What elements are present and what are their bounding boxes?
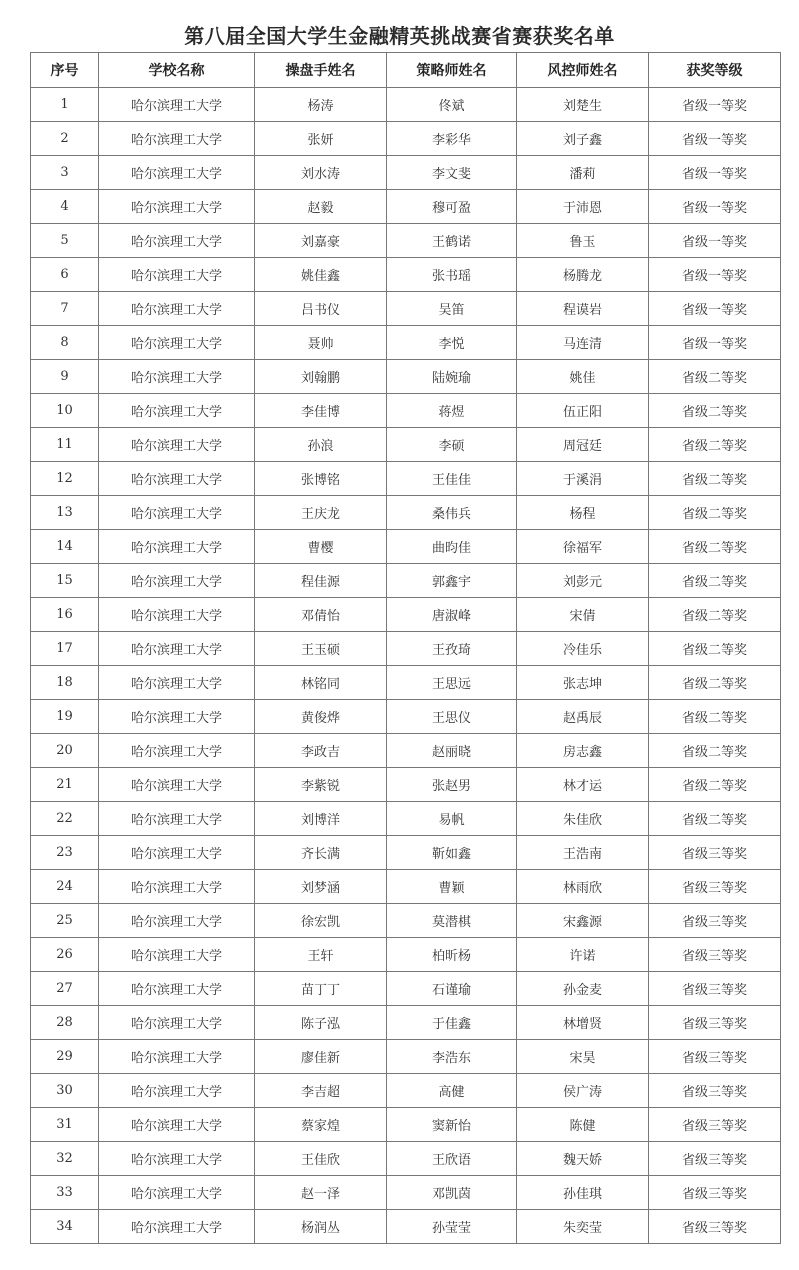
cell-award-level: 省级二等奖 xyxy=(649,734,781,768)
cell-serial-number: 25 xyxy=(31,904,99,938)
cell-trader-name: 王轩 xyxy=(255,938,387,972)
cell-serial-number: 3 xyxy=(31,156,99,190)
cell-strategist-name: 佟斌 xyxy=(387,88,517,122)
awards-table xyxy=(30,52,781,1244)
table-row xyxy=(31,836,781,870)
cell-trader-name: 徐宏凯 xyxy=(255,904,387,938)
cell-serial-number: 22 xyxy=(31,802,99,836)
cell-school-name: 哈尔滨理工大学 xyxy=(99,768,255,802)
cell-serial-number: 18 xyxy=(31,666,99,700)
cell-serial-number: 14 xyxy=(31,530,99,564)
header-risk-controller-name: 风控师姓名 xyxy=(517,53,649,88)
cell-strategist-name: 柏昕杨 xyxy=(387,938,517,972)
cell-award-level: 省级一等奖 xyxy=(649,190,781,224)
table-row xyxy=(31,802,781,836)
table-row xyxy=(31,1108,781,1142)
cell-school-name: 哈尔滨理工大学 xyxy=(99,156,255,190)
table-row xyxy=(31,938,781,972)
cell-award-level: 省级三等奖 xyxy=(649,1210,781,1244)
cell-trader-name: 李紫锐 xyxy=(255,768,387,802)
table-row xyxy=(31,258,781,292)
cell-award-level: 省级一等奖 xyxy=(649,156,781,190)
table-row xyxy=(31,156,781,190)
cell-serial-number: 27 xyxy=(31,972,99,1006)
cell-school-name: 哈尔滨理工大学 xyxy=(99,836,255,870)
table-row xyxy=(31,496,781,530)
cell-award-level: 省级二等奖 xyxy=(649,496,781,530)
cell-award-level: 省级二等奖 xyxy=(649,666,781,700)
cell-trader-name: 杨润丛 xyxy=(255,1210,387,1244)
cell-school-name: 哈尔滨理工大学 xyxy=(99,258,255,292)
cell-risk-controller-name: 杨腾龙 xyxy=(517,258,649,292)
cell-strategist-name: 吴笛 xyxy=(387,292,517,326)
table-row xyxy=(31,904,781,938)
cell-serial-number: 16 xyxy=(31,598,99,632)
cell-strategist-name: 靳如鑫 xyxy=(387,836,517,870)
cell-risk-controller-name: 侯广涛 xyxy=(517,1074,649,1108)
cell-strategist-name: 陆婉瑜 xyxy=(387,360,517,394)
cell-trader-name: 李佳博 xyxy=(255,394,387,428)
cell-award-level: 省级二等奖 xyxy=(649,768,781,802)
cell-risk-controller-name: 赵禹辰 xyxy=(517,700,649,734)
cell-serial-number: 6 xyxy=(31,258,99,292)
cell-strategist-name: 孙莹莹 xyxy=(387,1210,517,1244)
cell-school-name: 哈尔滨理工大学 xyxy=(99,666,255,700)
table-row xyxy=(31,360,781,394)
cell-award-level: 省级三等奖 xyxy=(649,938,781,972)
cell-strategist-name: 王欣语 xyxy=(387,1142,517,1176)
cell-risk-controller-name: 魏天娇 xyxy=(517,1142,649,1176)
cell-trader-name: 李吉超 xyxy=(255,1074,387,1108)
cell-award-level: 省级二等奖 xyxy=(649,802,781,836)
table-row xyxy=(31,632,781,666)
table-row xyxy=(31,1210,781,1244)
cell-risk-controller-name: 张志坤 xyxy=(517,666,649,700)
cell-risk-controller-name: 于溪涓 xyxy=(517,462,649,496)
cell-trader-name: 蔡家煌 xyxy=(255,1108,387,1142)
cell-serial-number: 26 xyxy=(31,938,99,972)
cell-school-name: 哈尔滨理工大学 xyxy=(99,360,255,394)
table-row xyxy=(31,224,781,258)
cell-trader-name: 陈子泓 xyxy=(255,1006,387,1040)
table-header-row xyxy=(31,53,781,88)
cell-serial-number: 20 xyxy=(31,734,99,768)
table-row xyxy=(31,700,781,734)
cell-risk-controller-name: 徐福军 xyxy=(517,530,649,564)
cell-award-level: 省级三等奖 xyxy=(649,836,781,870)
cell-school-name: 哈尔滨理工大学 xyxy=(99,1108,255,1142)
cell-serial-number: 9 xyxy=(31,360,99,394)
cell-risk-controller-name: 杨程 xyxy=(517,496,649,530)
cell-risk-controller-name: 许诺 xyxy=(517,938,649,972)
cell-award-level: 省级二等奖 xyxy=(649,700,781,734)
cell-school-name: 哈尔滨理工大学 xyxy=(99,972,255,1006)
cell-award-level: 省级三等奖 xyxy=(649,1006,781,1040)
cell-risk-controller-name: 潘莉 xyxy=(517,156,649,190)
cell-serial-number: 31 xyxy=(31,1108,99,1142)
cell-serial-number: 7 xyxy=(31,292,99,326)
cell-trader-name: 张妍 xyxy=(255,122,387,156)
cell-school-name: 哈尔滨理工大学 xyxy=(99,496,255,530)
cell-serial-number: 2 xyxy=(31,122,99,156)
cell-trader-name: 吕书仪 xyxy=(255,292,387,326)
cell-award-level: 省级三等奖 xyxy=(649,870,781,904)
cell-trader-name: 黄俊烨 xyxy=(255,700,387,734)
cell-strategist-name: 王孜琦 xyxy=(387,632,517,666)
cell-trader-name: 刘嘉豪 xyxy=(255,224,387,258)
cell-strategist-name: 王思仪 xyxy=(387,700,517,734)
cell-risk-controller-name: 于沛恩 xyxy=(517,190,649,224)
cell-trader-name: 王佳欣 xyxy=(255,1142,387,1176)
cell-strategist-name: 张书瑶 xyxy=(387,258,517,292)
cell-school-name: 哈尔滨理工大学 xyxy=(99,462,255,496)
cell-risk-controller-name: 刘子鑫 xyxy=(517,122,649,156)
cell-award-level: 省级一等奖 xyxy=(649,122,781,156)
cell-school-name: 哈尔滨理工大学 xyxy=(99,530,255,564)
table-row xyxy=(31,870,781,904)
header-trader-name: 操盘手姓名 xyxy=(255,53,387,88)
cell-risk-controller-name: 孙金麦 xyxy=(517,972,649,1006)
cell-strategist-name: 莫潜棋 xyxy=(387,904,517,938)
cell-school-name: 哈尔滨理工大学 xyxy=(99,326,255,360)
cell-award-level: 省级二等奖 xyxy=(649,462,781,496)
cell-school-name: 哈尔滨理工大学 xyxy=(99,1074,255,1108)
cell-school-name: 哈尔滨理工大学 xyxy=(99,700,255,734)
cell-risk-controller-name: 房志鑫 xyxy=(517,734,649,768)
cell-trader-name: 赵一泽 xyxy=(255,1176,387,1210)
cell-strategist-name: 邓凯茵 xyxy=(387,1176,517,1210)
table-row xyxy=(31,394,781,428)
cell-award-level: 省级三等奖 xyxy=(649,1176,781,1210)
table-row xyxy=(31,1074,781,1108)
cell-risk-controller-name: 周冠廷 xyxy=(517,428,649,462)
document-title: 第八届全国大学生金融精英挑战赛省赛获奖名单 xyxy=(184,24,615,48)
cell-trader-name: 刘梦涵 xyxy=(255,870,387,904)
cell-strategist-name: 曲昀佳 xyxy=(387,530,517,564)
cell-strategist-name: 王佳佳 xyxy=(387,462,517,496)
table-row xyxy=(31,462,781,496)
cell-trader-name: 王庆龙 xyxy=(255,496,387,530)
cell-serial-number: 13 xyxy=(31,496,99,530)
cell-strategist-name: 高健 xyxy=(387,1074,517,1108)
cell-trader-name: 齐长满 xyxy=(255,836,387,870)
cell-risk-controller-name: 姚佳 xyxy=(517,360,649,394)
header-strategist-name: 策略师姓名 xyxy=(387,53,517,88)
header-award-level: 获奖等级 xyxy=(649,53,781,88)
cell-risk-controller-name: 王浩南 xyxy=(517,836,649,870)
cell-award-level: 省级三等奖 xyxy=(649,972,781,1006)
cell-trader-name: 刘翰鹏 xyxy=(255,360,387,394)
cell-award-level: 省级二等奖 xyxy=(649,530,781,564)
cell-school-name: 哈尔滨理工大学 xyxy=(99,122,255,156)
cell-strategist-name: 曹颖 xyxy=(387,870,517,904)
cell-strategist-name: 穆可盈 xyxy=(387,190,517,224)
cell-trader-name: 李政吉 xyxy=(255,734,387,768)
table-row xyxy=(31,734,781,768)
cell-risk-controller-name: 鲁玉 xyxy=(517,224,649,258)
table-row xyxy=(31,1040,781,1074)
cell-school-name: 哈尔滨理工大学 xyxy=(99,190,255,224)
cell-strategist-name: 李悦 xyxy=(387,326,517,360)
table-row xyxy=(31,1176,781,1210)
cell-award-level: 省级一等奖 xyxy=(649,292,781,326)
cell-award-level: 省级一等奖 xyxy=(649,326,781,360)
table-row xyxy=(31,122,781,156)
cell-serial-number: 33 xyxy=(31,1176,99,1210)
table-row xyxy=(31,292,781,326)
cell-school-name: 哈尔滨理工大学 xyxy=(99,598,255,632)
cell-trader-name: 邓倩怡 xyxy=(255,598,387,632)
cell-school-name: 哈尔滨理工大学 xyxy=(99,1040,255,1074)
cell-risk-controller-name: 朱佳欣 xyxy=(517,802,649,836)
cell-award-level: 省级二等奖 xyxy=(649,564,781,598)
table-row xyxy=(31,564,781,598)
header-school-name: 学校名称 xyxy=(99,53,255,88)
table-row xyxy=(31,768,781,802)
cell-award-level: 省级一等奖 xyxy=(649,258,781,292)
cell-strategist-name: 易帆 xyxy=(387,802,517,836)
cell-risk-controller-name: 孙佳琪 xyxy=(517,1176,649,1210)
cell-risk-controller-name: 宋昊 xyxy=(517,1040,649,1074)
table-row xyxy=(31,190,781,224)
cell-trader-name: 姚佳鑫 xyxy=(255,258,387,292)
cell-risk-controller-name: 宋倩 xyxy=(517,598,649,632)
table-row xyxy=(31,1142,781,1176)
table-row xyxy=(31,88,781,122)
cell-award-level: 省级二等奖 xyxy=(649,394,781,428)
cell-award-level: 省级三等奖 xyxy=(649,1108,781,1142)
cell-risk-controller-name: 刘楚生 xyxy=(517,88,649,122)
cell-school-name: 哈尔滨理工大学 xyxy=(99,88,255,122)
cell-school-name: 哈尔滨理工大学 xyxy=(99,292,255,326)
cell-risk-controller-name: 伍正阳 xyxy=(517,394,649,428)
cell-school-name: 哈尔滨理工大学 xyxy=(99,802,255,836)
cell-award-level: 省级一等奖 xyxy=(649,88,781,122)
cell-serial-number: 1 xyxy=(31,88,99,122)
cell-strategist-name: 张赵男 xyxy=(387,768,517,802)
cell-school-name: 哈尔滨理工大学 xyxy=(99,904,255,938)
cell-serial-number: 8 xyxy=(31,326,99,360)
cell-award-level: 省级二等奖 xyxy=(649,598,781,632)
cell-risk-controller-name: 林才运 xyxy=(517,768,649,802)
awards-table-body xyxy=(31,88,781,1244)
cell-trader-name: 张博铭 xyxy=(255,462,387,496)
table-row xyxy=(31,530,781,564)
cell-award-level: 省级三等奖 xyxy=(649,1074,781,1108)
cell-strategist-name: 李浩东 xyxy=(387,1040,517,1074)
cell-strategist-name: 王鹤诺 xyxy=(387,224,517,258)
cell-trader-name: 赵毅 xyxy=(255,190,387,224)
cell-risk-controller-name: 林增贤 xyxy=(517,1006,649,1040)
cell-strategist-name: 郭鑫宇 xyxy=(387,564,517,598)
cell-school-name: 哈尔滨理工大学 xyxy=(99,632,255,666)
cell-serial-number: 17 xyxy=(31,632,99,666)
header-serial-number: 序号 xyxy=(31,53,99,88)
cell-serial-number: 23 xyxy=(31,836,99,870)
table-row xyxy=(31,428,781,462)
cell-school-name: 哈尔滨理工大学 xyxy=(99,938,255,972)
cell-strategist-name: 赵丽晓 xyxy=(387,734,517,768)
cell-trader-name: 聂帅 xyxy=(255,326,387,360)
cell-trader-name: 廖佳新 xyxy=(255,1040,387,1074)
cell-school-name: 哈尔滨理工大学 xyxy=(99,734,255,768)
cell-trader-name: 孙浪 xyxy=(255,428,387,462)
cell-serial-number: 34 xyxy=(31,1210,99,1244)
cell-serial-number: 29 xyxy=(31,1040,99,1074)
cell-serial-number: 12 xyxy=(31,462,99,496)
cell-trader-name: 杨涛 xyxy=(255,88,387,122)
cell-risk-controller-name: 朱奕莹 xyxy=(517,1210,649,1244)
cell-serial-number: 24 xyxy=(31,870,99,904)
table-row xyxy=(31,326,781,360)
cell-strategist-name: 李文斐 xyxy=(387,156,517,190)
cell-school-name: 哈尔滨理工大学 xyxy=(99,224,255,258)
cell-school-name: 哈尔滨理工大学 xyxy=(99,1210,255,1244)
cell-trader-name: 王玉硕 xyxy=(255,632,387,666)
cell-strategist-name: 唐淑峰 xyxy=(387,598,517,632)
cell-strategist-name: 桑伟兵 xyxy=(387,496,517,530)
cell-trader-name: 林铭同 xyxy=(255,666,387,700)
cell-school-name: 哈尔滨理工大学 xyxy=(99,428,255,462)
cell-award-level: 省级三等奖 xyxy=(649,904,781,938)
cell-risk-controller-name: 程谟岩 xyxy=(517,292,649,326)
cell-risk-controller-name: 林雨欣 xyxy=(517,870,649,904)
cell-award-level: 省级三等奖 xyxy=(649,1142,781,1176)
table-row xyxy=(31,666,781,700)
cell-trader-name: 曹樱 xyxy=(255,530,387,564)
cell-school-name: 哈尔滨理工大学 xyxy=(99,1142,255,1176)
cell-strategist-name: 蒋煜 xyxy=(387,394,517,428)
cell-award-level: 省级二等奖 xyxy=(649,632,781,666)
table-row xyxy=(31,972,781,1006)
cell-award-level: 省级二等奖 xyxy=(649,360,781,394)
cell-school-name: 哈尔滨理工大学 xyxy=(99,1176,255,1210)
cell-risk-controller-name: 马连清 xyxy=(517,326,649,360)
cell-strategist-name: 王思远 xyxy=(387,666,517,700)
cell-serial-number: 15 xyxy=(31,564,99,598)
cell-trader-name: 苗丁丁 xyxy=(255,972,387,1006)
table-row xyxy=(31,1006,781,1040)
cell-award-level: 省级二等奖 xyxy=(649,428,781,462)
cell-strategist-name: 窦新怡 xyxy=(387,1108,517,1142)
cell-serial-number: 4 xyxy=(31,190,99,224)
cell-trader-name: 刘水涛 xyxy=(255,156,387,190)
cell-strategist-name: 于佳鑫 xyxy=(387,1006,517,1040)
cell-school-name: 哈尔滨理工大学 xyxy=(99,1006,255,1040)
cell-school-name: 哈尔滨理工大学 xyxy=(99,394,255,428)
cell-serial-number: 32 xyxy=(31,1142,99,1176)
cell-serial-number: 28 xyxy=(31,1006,99,1040)
cell-trader-name: 程佳源 xyxy=(255,564,387,598)
cell-serial-number: 11 xyxy=(31,428,99,462)
cell-serial-number: 30 xyxy=(31,1074,99,1108)
cell-school-name: 哈尔滨理工大学 xyxy=(99,564,255,598)
cell-trader-name: 刘博洋 xyxy=(255,802,387,836)
cell-strategist-name: 石谨瑜 xyxy=(387,972,517,1006)
cell-risk-controller-name: 冷佳乐 xyxy=(517,632,649,666)
cell-risk-controller-name: 刘彭元 xyxy=(517,564,649,598)
cell-school-name: 哈尔滨理工大学 xyxy=(99,870,255,904)
table-row xyxy=(31,598,781,632)
cell-award-level: 省级一等奖 xyxy=(649,224,781,258)
cell-serial-number: 21 xyxy=(31,768,99,802)
cell-serial-number: 5 xyxy=(31,224,99,258)
cell-risk-controller-name: 宋鑫源 xyxy=(517,904,649,938)
cell-strategist-name: 李硕 xyxy=(387,428,517,462)
cell-risk-controller-name: 陈健 xyxy=(517,1108,649,1142)
cell-serial-number: 10 xyxy=(31,394,99,428)
cell-award-level: 省级三等奖 xyxy=(649,1040,781,1074)
cell-strategist-name: 李彩华 xyxy=(387,122,517,156)
cell-serial-number: 19 xyxy=(31,700,99,734)
